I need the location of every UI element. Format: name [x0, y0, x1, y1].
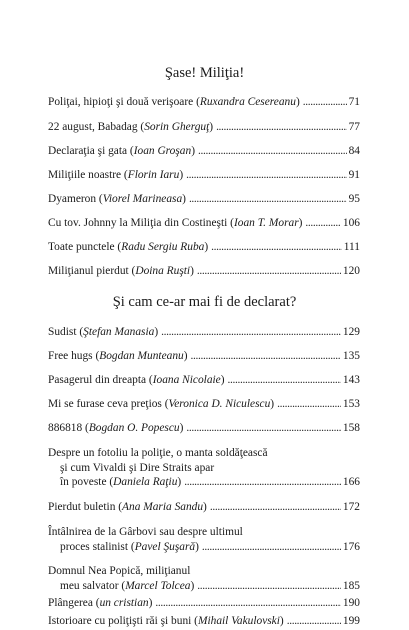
dot-leader [277, 397, 341, 412]
entry-page-number: 84 [348, 145, 360, 157]
toc-entry: Miliţiile noastre (Florin Iaru) . . . 91 [48, 168, 360, 183]
dot-leader [197, 579, 341, 594]
entry-title-line: Întâlnirea de la Gârbovi sau despre ultimul [48, 526, 243, 538]
toc-entry: Declaraţia şi gata (Ioan Groşan) . . . 84 [48, 144, 360, 159]
entry-author: Marcel Tolcea [125, 579, 191, 592]
entry-author: Ioan T. Morar [233, 217, 299, 229]
entry-title: meu salvator [60, 579, 119, 592]
toc-entry: Miliţianul pierdut (Doina Ruşti) . . . 120 [48, 264, 360, 279]
entry-title: Miliţiile noastre [48, 169, 122, 181]
toc-entry: 886818 (Bogdan O. Popescu) . . . 158 [48, 421, 360, 436]
entry-page-number: 111 [343, 241, 360, 253]
entry-page-number: 143 [342, 374, 360, 386]
entry-author: Viorel Marineasa [102, 193, 183, 205]
entry-title: Free hugs [48, 350, 93, 362]
entry-page-number: 190 [342, 597, 360, 609]
dot-leader [303, 95, 347, 110]
dot-leader [211, 240, 342, 255]
dot-leader [191, 349, 341, 364]
entry-page-number: 166 [342, 476, 360, 489]
entry-author: un cristian [99, 597, 149, 609]
entry-author: Bogdan Munteanu [99, 350, 184, 362]
entry-page-number: 77 [348, 121, 360, 133]
dot-leader [161, 325, 341, 340]
entry-author: Bogdan O. Popescu [88, 422, 180, 434]
entry-page-number: 153 [342, 398, 360, 410]
toc-entry: Plângerea (un cristian) . . . 190 [48, 596, 360, 611]
entry-page-number: 106 [342, 217, 360, 229]
toc-entry: Domnul Nea Popică, miliţianul meu salvator (Marcel Tolcea) . . . 185 [48, 564, 360, 593]
section-title: Şase! Miliţia! [164, 65, 245, 81]
dot-leader [287, 614, 341, 629]
entry-title-line: Domnul Nea Popică, miliţianul [48, 565, 191, 577]
entry-page-number: 158 [342, 422, 360, 434]
entry-page-number: 91 [348, 169, 360, 181]
toc-entry: Poliţai, hipioţi şi două verişoare (Ruxandra Cesereanu) . . . 71 [48, 95, 360, 110]
dot-leader [210, 500, 341, 515]
toc-entry: Toate punctele (Radu Sergiu Ruba) . . . 111 [48, 240, 360, 255]
entry-title: Poliţai, hipioţi şi două verişoare [48, 96, 194, 108]
section-title: Şi cam ce-ar mai fi de declarat? [112, 294, 297, 310]
entry-title: Pasagerul din dreapta [48, 374, 147, 386]
entry-title: Pierdut buletin [48, 501, 116, 513]
entry-page-number: 120 [342, 265, 360, 277]
entry-title: 22 august, Babadag [48, 121, 138, 133]
toc-entry: Free hugs (Bogdan Munteanu) . . . 135 [48, 349, 360, 364]
entry-author: Ana Maria Sandu [122, 501, 204, 513]
entry-title: Sudist [48, 326, 77, 338]
entry-title: Dyameron [48, 193, 97, 205]
entry-author: Pavel Şuşară [134, 540, 196, 553]
entry-author: Mihail Vakulovski [197, 615, 280, 627]
toc-entry: Sudist (Ştefan Manasia) . . . 129 [48, 325, 360, 340]
entry-author: Doina Ruşti [135, 265, 191, 277]
entry-author: Daniela Raţiu [113, 476, 178, 489]
entry-title-line: Despre un fotoliu la poliţie, o manta soldăţească [48, 447, 268, 459]
entry-page-number: 185 [342, 579, 360, 592]
entry-title: Plângerea [48, 597, 93, 609]
toc-entry: Dyameron (Viorel Marineasa) . . . 95 [48, 192, 360, 207]
dot-leader [305, 216, 340, 231]
dot-leader [155, 596, 341, 611]
dot-leader [197, 264, 341, 279]
entry-title: Mi se furase ceva preţios [48, 398, 162, 410]
dot-leader [228, 373, 341, 388]
toc-entry: Despre un fotoliu la poliţie, o manta soldăţească şi cum Vivaldi şi Dire Straits apar în poveste (Daniela Raţiu) . . . 166 [48, 446, 360, 490]
entry-author: Ioana Nicolaie [152, 374, 221, 386]
entry-title: în poveste [60, 476, 107, 489]
entry-title: Declaraţia şi gata [48, 145, 128, 157]
dot-leader [184, 475, 341, 490]
entry-title: Cu tov. Johnny la Miliţia din Costineşti [48, 217, 228, 229]
entry-title-line: şi cum Vivaldi şi Dire Straits apar [60, 461, 215, 474]
entry-page-number: 176 [342, 540, 360, 553]
entry-page-number: 71 [348, 96, 360, 108]
toc-entry: Pierdut buletin (Ana Maria Sandu) . . . 172 [48, 500, 360, 515]
entry-page-number: 172 [342, 501, 360, 513]
entry-page-number: 199 [342, 615, 360, 627]
entry-title: Miliţianul pierdut [48, 265, 129, 277]
entry-title: Toate punctele [48, 241, 115, 253]
entry-page-number: 129 [342, 326, 360, 338]
entry-author: Ioan Groşan [133, 145, 192, 157]
toc-entry: Întâlnirea de la Gârbovi sau despre ultimul proces stalinist (Pavel Şuşară) . . . 176 [48, 525, 360, 554]
dot-leader [198, 144, 347, 159]
toc-entry: Cu tov. Johnny la Miliţia din Costineşti (Ioan T. Morar) . . . 106 [48, 216, 360, 231]
dot-leader [186, 421, 340, 436]
entry-author: Veronica D. Niculescu [168, 398, 271, 410]
dot-leader [189, 192, 347, 207]
dot-leader [216, 120, 347, 135]
entry-title: Istorioare cu poliţişti răi şi buni [48, 615, 192, 627]
entry-author: Sorin Gherguţ [144, 121, 210, 133]
entry-author: Radu Sergiu Ruba [121, 241, 205, 253]
entry-author: Ruxandra Cesereanu [199, 96, 296, 108]
dot-leader [186, 168, 347, 183]
entry-page-number: 135 [342, 350, 360, 362]
toc-entry: 22 august, Babadag (Sorin Gherguţ) . . . 77 [48, 120, 360, 135]
toc-entry: Istorioare cu poliţişti răi şi buni (Mihail Vakulovski) . . . 199 [48, 614, 360, 629]
entry-author: Florin Iaru [127, 169, 180, 181]
entry-title: proces stalinist [60, 540, 129, 553]
entry-page-number: 95 [348, 193, 360, 205]
toc-entry: Mi se furase ceva preţios (Veronica D. Niculescu) . . . 153 [48, 397, 360, 412]
dot-leader [202, 540, 341, 555]
entry-title: 886818 [48, 422, 83, 434]
toc-entry: Pasagerul din dreapta (Ioana Nicolaie) . . . 143 [48, 373, 360, 388]
entry-author: Ştefan Manasia [83, 326, 155, 338]
